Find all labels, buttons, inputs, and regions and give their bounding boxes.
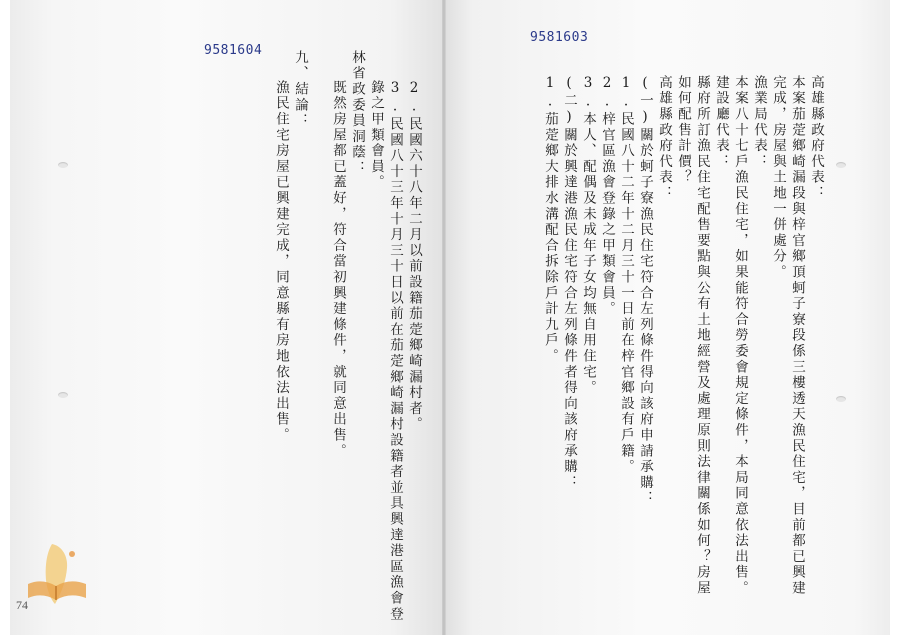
text-column: 高雄縣政府代表： [656, 75, 672, 202]
text-column: 林省政委員洞蔭： [349, 50, 365, 177]
text-column: 完成，房屋與土地一併處分。 [770, 75, 786, 281]
text-column: 3.民國八十三年十月三十日以前在茄萣鄉崎漏村設籍者並具興達港區漁會登 [387, 80, 403, 623]
text-column: 本案茄萣鄉崎漏段與梓官鄉頂蚵子寮段係三樓透天漁民住宅，目前都已興建 [789, 75, 805, 597]
text-column: 本案八十七戶漁民住宅，如果能符合勞委會規定條件，本局同意依法出售。 [732, 75, 748, 597]
text-column: 漁民住宅房屋已興建完成，同意縣有房地依法出售。 [273, 80, 289, 444]
text-column: 2.梓官區漁會登錄之甲類會員。 [599, 75, 615, 317]
text-column: (一)關於蚵子寮漁民住宅符合左列條件得向該府申請承購： [637, 75, 653, 507]
text-column: 1.民國八十二年十二月三十一日前在梓官鄉設有戶籍。 [618, 75, 634, 475]
binder-hole [58, 392, 68, 398]
text-column: 縣府所訂漁民住宅配售要點與公有土地經營及處理原則法律關係如何？房屋 [694, 75, 710, 597]
text-column: 如何配售計價？ [675, 75, 691, 186]
binder-hole [58, 162, 68, 168]
text-column: 漁業局代表： [751, 75, 767, 170]
page-number: 74 [16, 598, 28, 612]
text-column: (二)關於興達港漁民住宅符合左列條件者得向該府承購： [561, 75, 577, 491]
document-number-stamp: 9581604 [204, 43, 263, 58]
text-column: 3.本人、配偶及未成年子女均無自用住宅。 [580, 75, 596, 396]
text-column: 錄之甲類會員。 [368, 80, 384, 191]
text-column: 建設廳代表： [713, 75, 729, 170]
binder-hole [836, 162, 846, 168]
text-column: 高雄縣政府代表： [808, 75, 824, 202]
text-column: 既然房屋都已蓋好，符合當初興建條件，就同意出售。 [330, 80, 346, 460]
text-column: 1.茄萣鄉大排水溝配合拆除戶計九戶。 [542, 75, 558, 365]
document-number-stamp: 9581603 [530, 30, 589, 45]
taiwan-map-book-logo-icon [22, 540, 94, 612]
text-column: 九、結論： [292, 50, 308, 129]
binder-hole [836, 396, 846, 402]
text-column: 2.民國六十八年二月以前設籍茄萣鄉崎漏村者。 [406, 80, 422, 433]
